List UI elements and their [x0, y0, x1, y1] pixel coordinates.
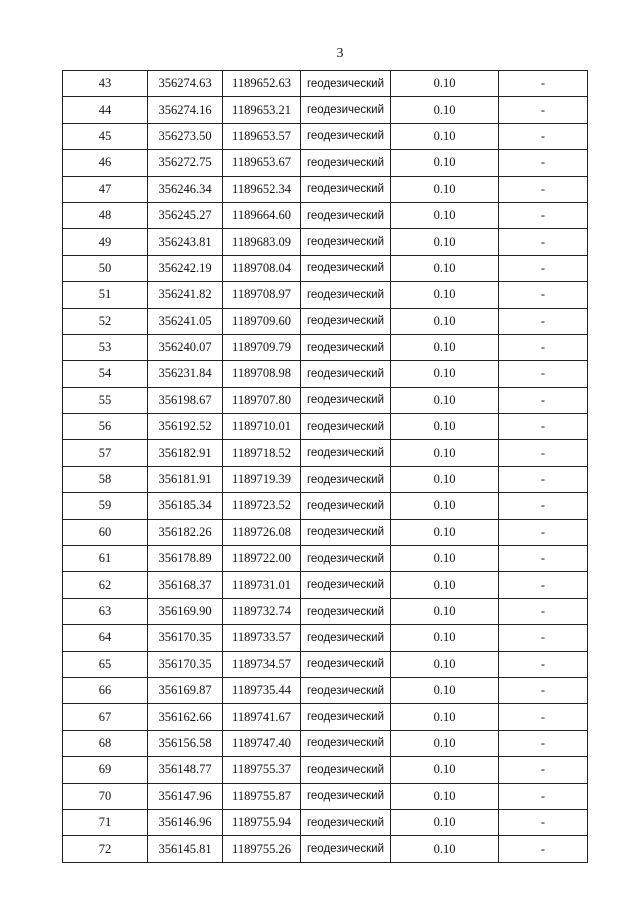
x-coordinate-cell: 356243.81 [148, 229, 223, 255]
method-cell: геодезический [301, 783, 391, 809]
y-coordinate-cell: 1189707.80 [223, 387, 301, 413]
y-coordinate-cell: 1189731.01 [223, 572, 301, 598]
x-coordinate-cell: 356231.84 [148, 361, 223, 387]
table-row [63, 757, 588, 783]
description-cell: - [499, 836, 588, 862]
method-cell: геодезический [301, 229, 391, 255]
x-coordinate-cell: 356274.16 [148, 97, 223, 123]
x-coordinate-cell: 356170.35 [148, 625, 223, 651]
description-cell: - [499, 677, 588, 703]
y-coordinate-cell: 1189719.39 [223, 466, 301, 492]
coordinates-table [62, 70, 588, 863]
table-row [63, 677, 588, 703]
table-row [63, 202, 588, 228]
y-coordinate-cell: 1189747.40 [223, 730, 301, 756]
y-coordinate-cell: 1189653.57 [223, 123, 301, 149]
table-row [63, 414, 588, 440]
y-coordinate-cell: 1189652.34 [223, 176, 301, 202]
table-row [63, 519, 588, 545]
table-row [63, 334, 588, 360]
description-cell: - [499, 440, 588, 466]
table-row [63, 176, 588, 202]
x-coordinate-cell: 356169.87 [148, 677, 223, 703]
description-cell: - [499, 123, 588, 149]
table-row [63, 493, 588, 519]
point-number-cell: 56 [63, 414, 148, 440]
description-cell: - [499, 809, 588, 835]
method-cell: геодезический [301, 123, 391, 149]
description-cell: - [499, 598, 588, 624]
x-coordinate-cell: 356192.52 [148, 414, 223, 440]
description-cell: - [499, 783, 588, 809]
table-row [63, 71, 588, 97]
method-cell: геодезический [301, 387, 391, 413]
method-cell: геодезический [301, 414, 391, 440]
method-cell: геодезический [301, 361, 391, 387]
x-coordinate-cell: 356170.35 [148, 651, 223, 677]
accuracy-cell: 0.10 [391, 71, 499, 97]
description-cell: - [499, 572, 588, 598]
description-cell: - [499, 493, 588, 519]
table-row [63, 255, 588, 281]
accuracy-cell: 0.10 [391, 730, 499, 756]
accuracy-cell: 0.10 [391, 572, 499, 598]
point-number-cell: 71 [63, 809, 148, 835]
accuracy-cell: 0.10 [391, 282, 499, 308]
method-cell: геодезический [301, 71, 391, 97]
description-cell: - [499, 150, 588, 176]
y-coordinate-cell: 1189683.09 [223, 229, 301, 255]
point-number-cell: 53 [63, 334, 148, 360]
description-cell: - [499, 176, 588, 202]
method-cell: геодезический [301, 150, 391, 176]
point-number-cell: 50 [63, 255, 148, 281]
accuracy-cell: 0.10 [391, 783, 499, 809]
x-coordinate-cell: 356162.66 [148, 704, 223, 730]
y-coordinate-cell: 1189708.04 [223, 255, 301, 281]
description-cell: - [499, 651, 588, 677]
x-coordinate-cell: 356185.34 [148, 493, 223, 519]
point-number-cell: 64 [63, 625, 148, 651]
x-coordinate-cell: 356182.26 [148, 519, 223, 545]
point-number-cell: 51 [63, 282, 148, 308]
accuracy-cell: 0.10 [391, 308, 499, 334]
point-number-cell: 44 [63, 97, 148, 123]
table-row [63, 229, 588, 255]
table-row [63, 625, 588, 651]
accuracy-cell: 0.10 [391, 809, 499, 835]
y-coordinate-cell: 1189653.21 [223, 97, 301, 123]
description-cell: - [499, 255, 588, 281]
x-coordinate-cell: 356145.81 [148, 836, 223, 862]
description-cell: - [499, 757, 588, 783]
x-coordinate-cell: 356272.75 [148, 150, 223, 176]
x-coordinate-cell: 356241.05 [148, 308, 223, 334]
point-number-cell: 57 [63, 440, 148, 466]
accuracy-cell: 0.10 [391, 651, 499, 677]
accuracy-cell: 0.10 [391, 202, 499, 228]
x-coordinate-cell: 356245.27 [148, 202, 223, 228]
accuracy-cell: 0.10 [391, 519, 499, 545]
accuracy-cell: 0.10 [391, 677, 499, 703]
x-coordinate-cell: 356273.50 [148, 123, 223, 149]
table-row [63, 387, 588, 413]
method-cell: геодезический [301, 97, 391, 123]
x-coordinate-cell: 356178.89 [148, 546, 223, 572]
method-cell: геодезический [301, 572, 391, 598]
method-cell: геодезический [301, 677, 391, 703]
description-cell: - [499, 414, 588, 440]
table-row [63, 730, 588, 756]
y-coordinate-cell: 1189722.00 [223, 546, 301, 572]
description-cell: - [499, 229, 588, 255]
page-number: 3 [336, 46, 344, 61]
y-coordinate-cell: 1189755.94 [223, 809, 301, 835]
point-number-cell: 63 [63, 598, 148, 624]
point-number-cell: 62 [63, 572, 148, 598]
accuracy-cell: 0.10 [391, 150, 499, 176]
table-row [63, 466, 588, 492]
x-coordinate-cell: 356182.91 [148, 440, 223, 466]
y-coordinate-cell: 1189709.60 [223, 308, 301, 334]
table-row [63, 546, 588, 572]
table-row [63, 361, 588, 387]
description-cell: - [499, 730, 588, 756]
y-coordinate-cell: 1189718.52 [223, 440, 301, 466]
point-number-cell: 65 [63, 651, 148, 677]
point-number-cell: 61 [63, 546, 148, 572]
accuracy-cell: 0.10 [391, 704, 499, 730]
table-row [63, 704, 588, 730]
point-number-cell: 48 [63, 202, 148, 228]
accuracy-cell: 0.10 [391, 387, 499, 413]
accuracy-cell: 0.10 [391, 493, 499, 519]
method-cell: геодезический [301, 546, 391, 572]
y-coordinate-cell: 1189709.79 [223, 334, 301, 360]
accuracy-cell: 0.10 [391, 546, 499, 572]
y-coordinate-cell: 1189741.67 [223, 704, 301, 730]
description-cell: - [499, 546, 588, 572]
method-cell: геодезический [301, 308, 391, 334]
description-cell: - [499, 308, 588, 334]
y-coordinate-cell: 1189723.52 [223, 493, 301, 519]
accuracy-cell: 0.10 [391, 440, 499, 466]
y-coordinate-cell: 1189733.57 [223, 625, 301, 651]
method-cell: геодезический [301, 334, 391, 360]
y-coordinate-cell: 1189755.87 [223, 783, 301, 809]
point-number-cell: 69 [63, 757, 148, 783]
accuracy-cell: 0.10 [391, 176, 499, 202]
x-coordinate-cell: 356240.07 [148, 334, 223, 360]
point-number-cell: 59 [63, 493, 148, 519]
method-cell: геодезический [301, 836, 391, 862]
method-cell: геодезический [301, 809, 391, 835]
point-number-cell: 68 [63, 730, 148, 756]
description-cell: - [499, 334, 588, 360]
point-number-cell: 43 [63, 71, 148, 97]
accuracy-cell: 0.10 [391, 757, 499, 783]
accuracy-cell: 0.10 [391, 836, 499, 862]
point-number-cell: 70 [63, 783, 148, 809]
method-cell: геодезический [301, 202, 391, 228]
accuracy-cell: 0.10 [391, 255, 499, 281]
x-coordinate-cell: 356242.19 [148, 255, 223, 281]
method-cell: геодезический [301, 757, 391, 783]
y-coordinate-cell: 1189653.67 [223, 150, 301, 176]
table-row [63, 783, 588, 809]
table-row [63, 598, 588, 624]
point-number-cell: 49 [63, 229, 148, 255]
point-number-cell: 55 [63, 387, 148, 413]
table-row [63, 440, 588, 466]
method-cell: геодезический [301, 598, 391, 624]
accuracy-cell: 0.10 [391, 414, 499, 440]
table-row [63, 836, 588, 862]
description-cell: - [499, 202, 588, 228]
accuracy-cell: 0.10 [391, 466, 499, 492]
table-row [63, 809, 588, 835]
point-number-cell: 52 [63, 308, 148, 334]
y-coordinate-cell: 1189664.60 [223, 202, 301, 228]
x-coordinate-cell: 356181.91 [148, 466, 223, 492]
description-cell: - [499, 361, 588, 387]
table-row [63, 651, 588, 677]
y-coordinate-cell: 1189710.01 [223, 414, 301, 440]
description-cell: - [499, 519, 588, 545]
y-coordinate-cell: 1189708.97 [223, 282, 301, 308]
y-coordinate-cell: 1189652.63 [223, 71, 301, 97]
coordinates-table-body [63, 71, 588, 863]
y-coordinate-cell: 1189755.37 [223, 757, 301, 783]
description-cell: - [499, 704, 588, 730]
point-number-cell: 66 [63, 677, 148, 703]
table-row [63, 150, 588, 176]
method-cell: геодезический [301, 519, 391, 545]
x-coordinate-cell: 356168.37 [148, 572, 223, 598]
method-cell: геодезический [301, 176, 391, 202]
point-number-cell: 46 [63, 150, 148, 176]
description-cell: - [499, 625, 588, 651]
method-cell: геодезический [301, 625, 391, 651]
x-coordinate-cell: 356246.34 [148, 176, 223, 202]
point-number-cell: 67 [63, 704, 148, 730]
table-row [63, 123, 588, 149]
y-coordinate-cell: 1189708.98 [223, 361, 301, 387]
x-coordinate-cell: 356274.63 [148, 71, 223, 97]
y-coordinate-cell: 1189735.44 [223, 677, 301, 703]
method-cell: геодезический [301, 466, 391, 492]
table-row [63, 282, 588, 308]
table-row [63, 572, 588, 598]
accuracy-cell: 0.10 [391, 625, 499, 651]
table-row [63, 97, 588, 123]
method-cell: геодезический [301, 651, 391, 677]
table-row [63, 308, 588, 334]
method-cell: геодезический [301, 255, 391, 281]
x-coordinate-cell: 356146.96 [148, 809, 223, 835]
y-coordinate-cell: 1189734.57 [223, 651, 301, 677]
x-coordinate-cell: 356156.58 [148, 730, 223, 756]
x-coordinate-cell: 356169.90 [148, 598, 223, 624]
method-cell: геодезический [301, 730, 391, 756]
method-cell: геодезический [301, 282, 391, 308]
method-cell: геодезический [301, 440, 391, 466]
description-cell: - [499, 387, 588, 413]
description-cell: - [499, 97, 588, 123]
accuracy-cell: 0.10 [391, 334, 499, 360]
x-coordinate-cell: 356241.82 [148, 282, 223, 308]
point-number-cell: 54 [63, 361, 148, 387]
y-coordinate-cell: 1189726.08 [223, 519, 301, 545]
x-coordinate-cell: 356147.96 [148, 783, 223, 809]
y-coordinate-cell: 1189755.26 [223, 836, 301, 862]
method-cell: геодезический [301, 493, 391, 519]
description-cell: - [499, 71, 588, 97]
point-number-cell: 60 [63, 519, 148, 545]
point-number-cell: 45 [63, 123, 148, 149]
point-number-cell: 72 [63, 836, 148, 862]
accuracy-cell: 0.10 [391, 229, 499, 255]
x-coordinate-cell: 356148.77 [148, 757, 223, 783]
accuracy-cell: 0.10 [391, 97, 499, 123]
y-coordinate-cell: 1189732.74 [223, 598, 301, 624]
accuracy-cell: 0.10 [391, 123, 499, 149]
accuracy-cell: 0.10 [391, 361, 499, 387]
method-cell: геодезический [301, 704, 391, 730]
description-cell: - [499, 282, 588, 308]
point-number-cell: 58 [63, 466, 148, 492]
x-coordinate-cell: 356198.67 [148, 387, 223, 413]
accuracy-cell: 0.10 [391, 598, 499, 624]
point-number-cell: 47 [63, 176, 148, 202]
description-cell: - [499, 466, 588, 492]
